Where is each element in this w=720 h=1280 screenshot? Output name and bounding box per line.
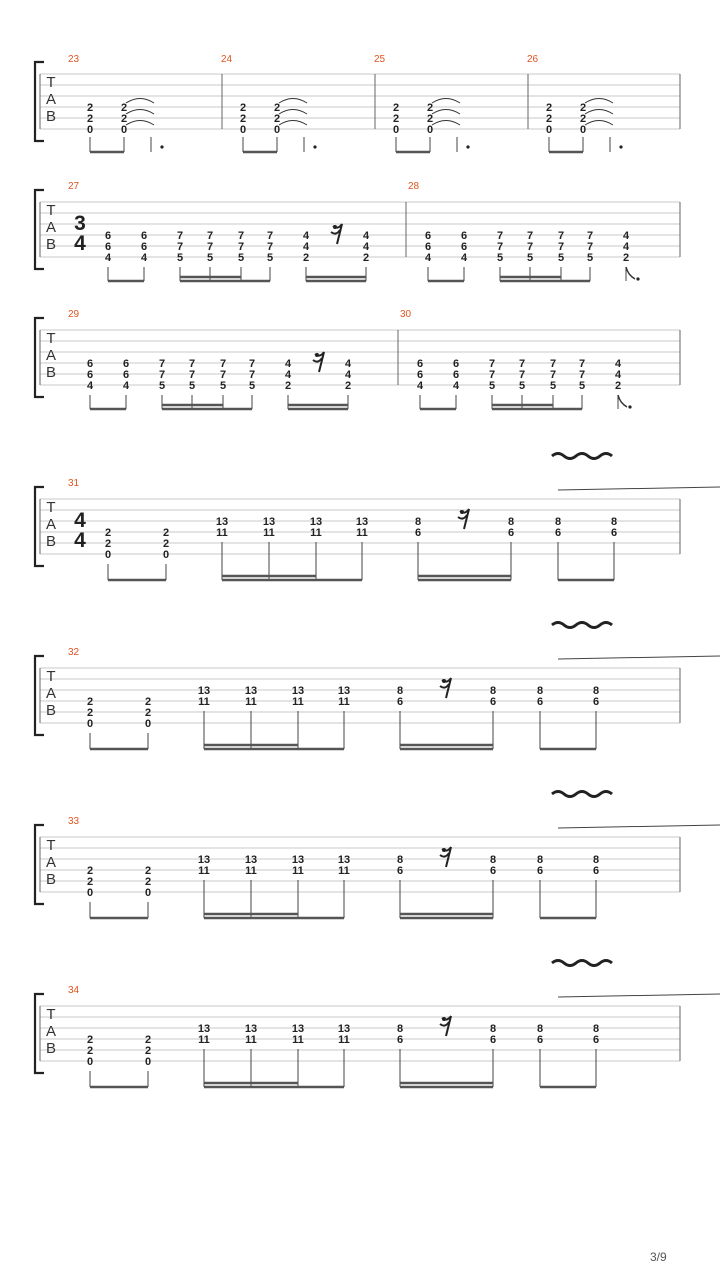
measure-number: 31 — [68, 478, 80, 489]
fret-number: 7 — [557, 230, 565, 242]
let-ring-line — [558, 487, 720, 490]
augmentation-dot — [160, 145, 163, 148]
fret-number: 11 — [310, 527, 322, 539]
fret-number: 8 — [489, 1023, 497, 1035]
fret-number: 8 — [592, 854, 600, 866]
fret-number: 7 — [586, 241, 594, 253]
fret-number: 8 — [592, 1023, 600, 1035]
fret-number: 11 — [198, 865, 210, 877]
fret-number: 2 — [86, 1034, 94, 1046]
tab-clef-letter: B — [45, 236, 57, 253]
fret-number: 2 — [273, 113, 281, 125]
fret-number: 2 — [579, 102, 587, 114]
fret-number: 6 — [396, 1034, 404, 1046]
fret-number: 2 — [144, 707, 152, 719]
fret-number: 11 — [292, 1034, 304, 1046]
fret-number: 4 — [622, 241, 630, 253]
fret-number: 2 — [579, 113, 587, 125]
fret-number: 2 — [273, 102, 281, 114]
fret-number: 13 — [244, 854, 258, 866]
tab-clef-letter: T — [46, 74, 56, 91]
fret-number: 7 — [176, 241, 184, 253]
fret-number: 13 — [244, 685, 258, 697]
fret-number: 5 — [557, 252, 565, 264]
fret-number: 8 — [414, 516, 422, 528]
sixteenth-rest-flag — [331, 230, 340, 234]
rest-dot — [333, 225, 337, 229]
tab-clef-letter: B — [45, 533, 57, 550]
tab-clef-letter: B — [45, 871, 57, 888]
fret-number: 4 — [86, 380, 94, 392]
fret-number: 8 — [489, 685, 497, 697]
sixteenth-rest-flag — [458, 515, 467, 519]
fret-number: 2 — [426, 102, 434, 114]
tab-clef-letter: T — [46, 499, 56, 516]
page-number: 3/9 — [650, 1250, 667, 1264]
rest-dot — [442, 679, 446, 683]
fret-number: 2 — [144, 1045, 152, 1057]
fret-number: 13 — [197, 1023, 211, 1035]
fret-number: 5 — [219, 380, 227, 392]
fret-number: 5 — [248, 380, 256, 392]
tie-arc — [585, 110, 613, 115]
fret-number: 0 — [86, 718, 94, 730]
tie-arc — [126, 110, 154, 115]
rest-dot — [442, 1017, 446, 1021]
fret-number: 8 — [396, 1023, 404, 1035]
fret-number: 5 — [578, 380, 586, 392]
fret-number: 13 — [291, 1023, 305, 1035]
fret-number: 6 — [86, 358, 94, 370]
fret-number: 4 — [614, 369, 622, 381]
fret-number: 4 — [614, 358, 622, 370]
fret-number: 7 — [488, 369, 496, 381]
fret-number: 11 — [356, 527, 368, 539]
fret-number: 11 — [245, 696, 257, 708]
sixteenth-rest-flag — [313, 358, 322, 362]
fret-number: 7 — [557, 241, 565, 253]
fret-number: 11 — [245, 1034, 257, 1046]
fret-number: 5 — [488, 380, 496, 392]
fret-number: 6 — [536, 696, 544, 708]
fret-number: 6 — [592, 1034, 600, 1046]
fret-number: 6 — [452, 358, 460, 370]
fret-number: 2 — [144, 1034, 152, 1046]
fret-number: 13 — [337, 854, 351, 866]
measure-number: 28 — [408, 181, 420, 192]
fret-number: 13 — [262, 516, 276, 528]
tab-clef-letter: A — [45, 219, 57, 236]
measure-number: 34 — [68, 985, 80, 996]
fret-number: 13 — [309, 516, 323, 528]
tie-arc — [126, 99, 154, 104]
fret-number: 7 — [188, 358, 196, 370]
fret-number: 13 — [355, 516, 369, 528]
rest-dot — [442, 848, 446, 852]
tie-arc — [279, 121, 307, 126]
fret-number: 7 — [549, 358, 557, 370]
fret-number: 7 — [237, 230, 245, 242]
fret-number: 2 — [86, 1045, 94, 1057]
fret-number: 2 — [86, 113, 94, 125]
vibrato-mark — [552, 961, 612, 966]
fret-number: 0 — [86, 887, 94, 899]
augmentation-dot — [466, 145, 469, 148]
measure-number: 29 — [68, 309, 80, 320]
tie-arc — [432, 121, 460, 126]
tab-clef-letter: A — [45, 685, 57, 702]
tab-clef-letter: A — [45, 1023, 57, 1040]
fret-number: 0 — [86, 124, 94, 136]
eighth-flag — [626, 267, 635, 279]
vibrato-mark — [552, 792, 612, 797]
fret-number: 11 — [292, 696, 304, 708]
fret-number: 2 — [120, 113, 128, 125]
tab-clef-letter: T — [46, 668, 56, 685]
fret-number: 7 — [219, 358, 227, 370]
fret-number: 0 — [144, 1056, 152, 1068]
fret-number: 6 — [554, 527, 562, 539]
fret-number: 4 — [362, 230, 370, 242]
fret-number: 2 — [392, 102, 400, 114]
fret-number: 7 — [248, 358, 256, 370]
tab-clef-letter: T — [46, 837, 56, 854]
tab-clef-letter: B — [45, 702, 57, 719]
tie-arc — [126, 121, 154, 126]
fret-number: 8 — [610, 516, 618, 528]
fret-number: 6 — [489, 865, 497, 877]
fret-number: 2 — [86, 865, 94, 877]
measure-number: 25 — [374, 54, 386, 65]
fret-number: 13 — [244, 1023, 258, 1035]
fret-number: 2 — [162, 527, 170, 539]
fret-number: 2 — [545, 102, 553, 114]
fret-number: 5 — [496, 252, 504, 264]
augmentation-dot — [628, 405, 631, 408]
fret-number: 5 — [176, 252, 184, 264]
fret-number: 13 — [291, 854, 305, 866]
fret-number: 6 — [592, 865, 600, 877]
sixteenth-rest-flag — [440, 1022, 449, 1026]
fret-number: 2 — [362, 252, 370, 264]
fret-number: 13 — [337, 685, 351, 697]
fret-number: 4 — [344, 369, 352, 381]
fret-number: 7 — [206, 241, 214, 253]
fret-number: 8 — [536, 854, 544, 866]
fret-number: 7 — [496, 230, 504, 242]
let-ring-line — [558, 825, 720, 828]
time-signature-top: 3 — [74, 212, 86, 235]
fret-number: 7 — [158, 369, 166, 381]
fret-number: 7 — [158, 358, 166, 370]
fret-number: 6 — [414, 527, 422, 539]
augmentation-dot — [313, 145, 316, 148]
fret-number: 6 — [536, 865, 544, 877]
fret-number: 0 — [273, 124, 281, 136]
tie-arc — [279, 110, 307, 115]
fret-number: 0 — [144, 887, 152, 899]
fret-number: 11 — [292, 865, 304, 877]
fret-number: 2 — [239, 113, 247, 125]
fret-number: 8 — [396, 854, 404, 866]
vibrato-mark — [552, 454, 612, 459]
measure-number: 23 — [68, 54, 80, 65]
fret-number: 7 — [266, 241, 274, 253]
let-ring-line — [558, 656, 720, 659]
fret-number: 8 — [507, 516, 515, 528]
fret-number: 7 — [518, 358, 526, 370]
fret-number: 0 — [579, 124, 587, 136]
fret-number: 6 — [416, 358, 424, 370]
fret-number: 2 — [86, 696, 94, 708]
fret-number: 7 — [526, 230, 534, 242]
fret-number: 4 — [140, 252, 148, 264]
fret-number: 6 — [460, 230, 468, 242]
fret-number: 6 — [140, 241, 148, 253]
fret-number: 13 — [291, 685, 305, 697]
tab-clef-letter: B — [45, 364, 57, 381]
fret-number: 2 — [86, 707, 94, 719]
tab-clef-letter: A — [45, 516, 57, 533]
fret-number: 7 — [188, 369, 196, 381]
tie-arc — [432, 99, 460, 104]
fret-number: 7 — [266, 230, 274, 242]
fret-number: 0 — [392, 124, 400, 136]
tab-clef-letter: B — [45, 108, 57, 125]
time-signature-bottom: 4 — [74, 232, 86, 255]
fret-number: 2 — [162, 538, 170, 550]
fret-number: 7 — [488, 358, 496, 370]
vibrato-mark — [552, 623, 612, 628]
tab-clef-letter: T — [46, 330, 56, 347]
tie-arc — [585, 121, 613, 126]
fret-number: 8 — [554, 516, 562, 528]
fret-number: 5 — [188, 380, 196, 392]
fret-number: 6 — [424, 241, 432, 253]
fret-number: 2 — [622, 252, 630, 264]
fret-number: 6 — [489, 1034, 497, 1046]
tab-clef-letter: A — [45, 91, 57, 108]
fret-number: 7 — [496, 241, 504, 253]
fret-number: 7 — [206, 230, 214, 242]
fret-number: 6 — [416, 369, 424, 381]
fret-number: 13 — [337, 1023, 351, 1035]
fret-number: 6 — [460, 241, 468, 253]
fret-number: 6 — [140, 230, 148, 242]
measure-number: 24 — [221, 54, 233, 65]
fret-number: 5 — [586, 252, 594, 264]
fret-number: 6 — [452, 369, 460, 381]
tab-clef-letter: T — [46, 1006, 56, 1023]
fret-number: 2 — [239, 102, 247, 114]
fret-number: 2 — [545, 113, 553, 125]
fret-number: 8 — [396, 685, 404, 697]
fret-number: 7 — [549, 369, 557, 381]
eighth-flag — [618, 395, 627, 407]
fret-number: 2 — [104, 538, 112, 550]
fret-number: 2 — [284, 380, 292, 392]
fret-number: 2 — [344, 380, 352, 392]
fret-number: 4 — [416, 380, 424, 392]
tab-clef-letter: A — [45, 854, 57, 871]
fret-number: 0 — [120, 124, 128, 136]
measure-number: 26 — [527, 54, 539, 65]
fret-number: 11 — [198, 1034, 210, 1046]
fret-number: 5 — [526, 252, 534, 264]
rest-dot — [315, 353, 319, 357]
fret-number: 2 — [426, 113, 434, 125]
fret-number: 2 — [144, 696, 152, 708]
fret-number: 4 — [362, 241, 370, 253]
augmentation-dot — [636, 277, 639, 280]
fret-number: 11 — [263, 527, 275, 539]
fret-number: 8 — [536, 685, 544, 697]
fret-number: 11 — [338, 696, 350, 708]
fret-number: 7 — [237, 241, 245, 253]
fret-number: 13 — [215, 516, 229, 528]
fret-number: 5 — [266, 252, 274, 264]
fret-number: 5 — [158, 380, 166, 392]
fret-number: 4 — [302, 230, 310, 242]
fret-number: 6 — [424, 230, 432, 242]
tie-arc — [432, 110, 460, 115]
rest-dot — [460, 510, 464, 514]
fret-number: 4 — [284, 369, 292, 381]
fret-number: 5 — [549, 380, 557, 392]
fret-number: 6 — [396, 865, 404, 877]
measure-number: 27 — [68, 181, 80, 192]
fret-number: 4 — [104, 252, 112, 264]
fret-number: 2 — [120, 102, 128, 114]
fret-number: 6 — [592, 696, 600, 708]
fret-number: 2 — [144, 865, 152, 877]
fret-number: 0 — [545, 124, 553, 136]
tab-clef-letter: A — [45, 347, 57, 364]
tie-arc — [279, 99, 307, 104]
fret-number: 2 — [144, 876, 152, 888]
fret-number: 6 — [122, 358, 130, 370]
tab-clef-letter: B — [45, 1040, 57, 1057]
fret-number: 6 — [104, 230, 112, 242]
measure-number: 33 — [68, 816, 80, 827]
fret-number: 11 — [198, 696, 210, 708]
tie-arc — [585, 99, 613, 104]
fret-number: 6 — [610, 527, 618, 539]
fret-number: 7 — [176, 230, 184, 242]
fret-number: 7 — [526, 241, 534, 253]
fret-number: 7 — [219, 369, 227, 381]
fret-number: 2 — [392, 113, 400, 125]
time-signature-bottom: 4 — [74, 529, 86, 552]
fret-number: 7 — [578, 369, 586, 381]
fret-number: 11 — [338, 1034, 350, 1046]
fret-number: 8 — [489, 854, 497, 866]
fret-number: 6 — [536, 1034, 544, 1046]
fret-number: 6 — [122, 369, 130, 381]
fret-number: 0 — [239, 124, 247, 136]
fret-number: 7 — [586, 230, 594, 242]
fret-number: 0 — [104, 549, 112, 561]
fret-number: 7 — [518, 369, 526, 381]
fret-number: 2 — [302, 252, 310, 264]
fret-number: 11 — [245, 865, 257, 877]
fret-number: 2 — [86, 102, 94, 114]
fret-number: 0 — [86, 1056, 94, 1068]
fret-number: 2 — [614, 380, 622, 392]
fret-number: 8 — [536, 1023, 544, 1035]
fret-number: 6 — [396, 696, 404, 708]
fret-number: 4 — [344, 358, 352, 370]
fret-number: 6 — [507, 527, 515, 539]
fret-number: 7 — [578, 358, 586, 370]
fret-number: 6 — [86, 369, 94, 381]
fret-number: 6 — [489, 696, 497, 708]
fret-number: 4 — [284, 358, 292, 370]
let-ring-line — [558, 994, 720, 997]
measure-number: 30 — [400, 309, 412, 320]
fret-number: 5 — [518, 380, 526, 392]
fret-number: 13 — [197, 854, 211, 866]
fret-number: 2 — [86, 876, 94, 888]
tab-clef-letter: T — [46, 202, 56, 219]
fret-number: 4 — [460, 252, 468, 264]
fret-number: 11 — [216, 527, 228, 539]
sixteenth-rest-flag — [440, 853, 449, 857]
sixteenth-rest-flag — [440, 684, 449, 688]
fret-number: 11 — [338, 865, 350, 877]
fret-number: 4 — [452, 380, 460, 392]
fret-number: 4 — [424, 252, 432, 264]
fret-number: 0 — [426, 124, 434, 136]
fret-number: 6 — [104, 241, 112, 253]
fret-number: 8 — [592, 685, 600, 697]
augmentation-dot — [619, 145, 622, 148]
fret-number: 4 — [122, 380, 130, 392]
fret-number: 7 — [248, 369, 256, 381]
fret-number: 0 — [162, 549, 170, 561]
fret-number: 2 — [104, 527, 112, 539]
time-signature-top: 4 — [74, 509, 86, 532]
fret-number: 5 — [206, 252, 214, 264]
fret-number: 0 — [144, 718, 152, 730]
fret-number: 4 — [622, 230, 630, 242]
fret-number: 4 — [302, 241, 310, 253]
fret-number: 5 — [237, 252, 245, 264]
measure-number: 32 — [68, 647, 80, 658]
fret-number: 13 — [197, 685, 211, 697]
